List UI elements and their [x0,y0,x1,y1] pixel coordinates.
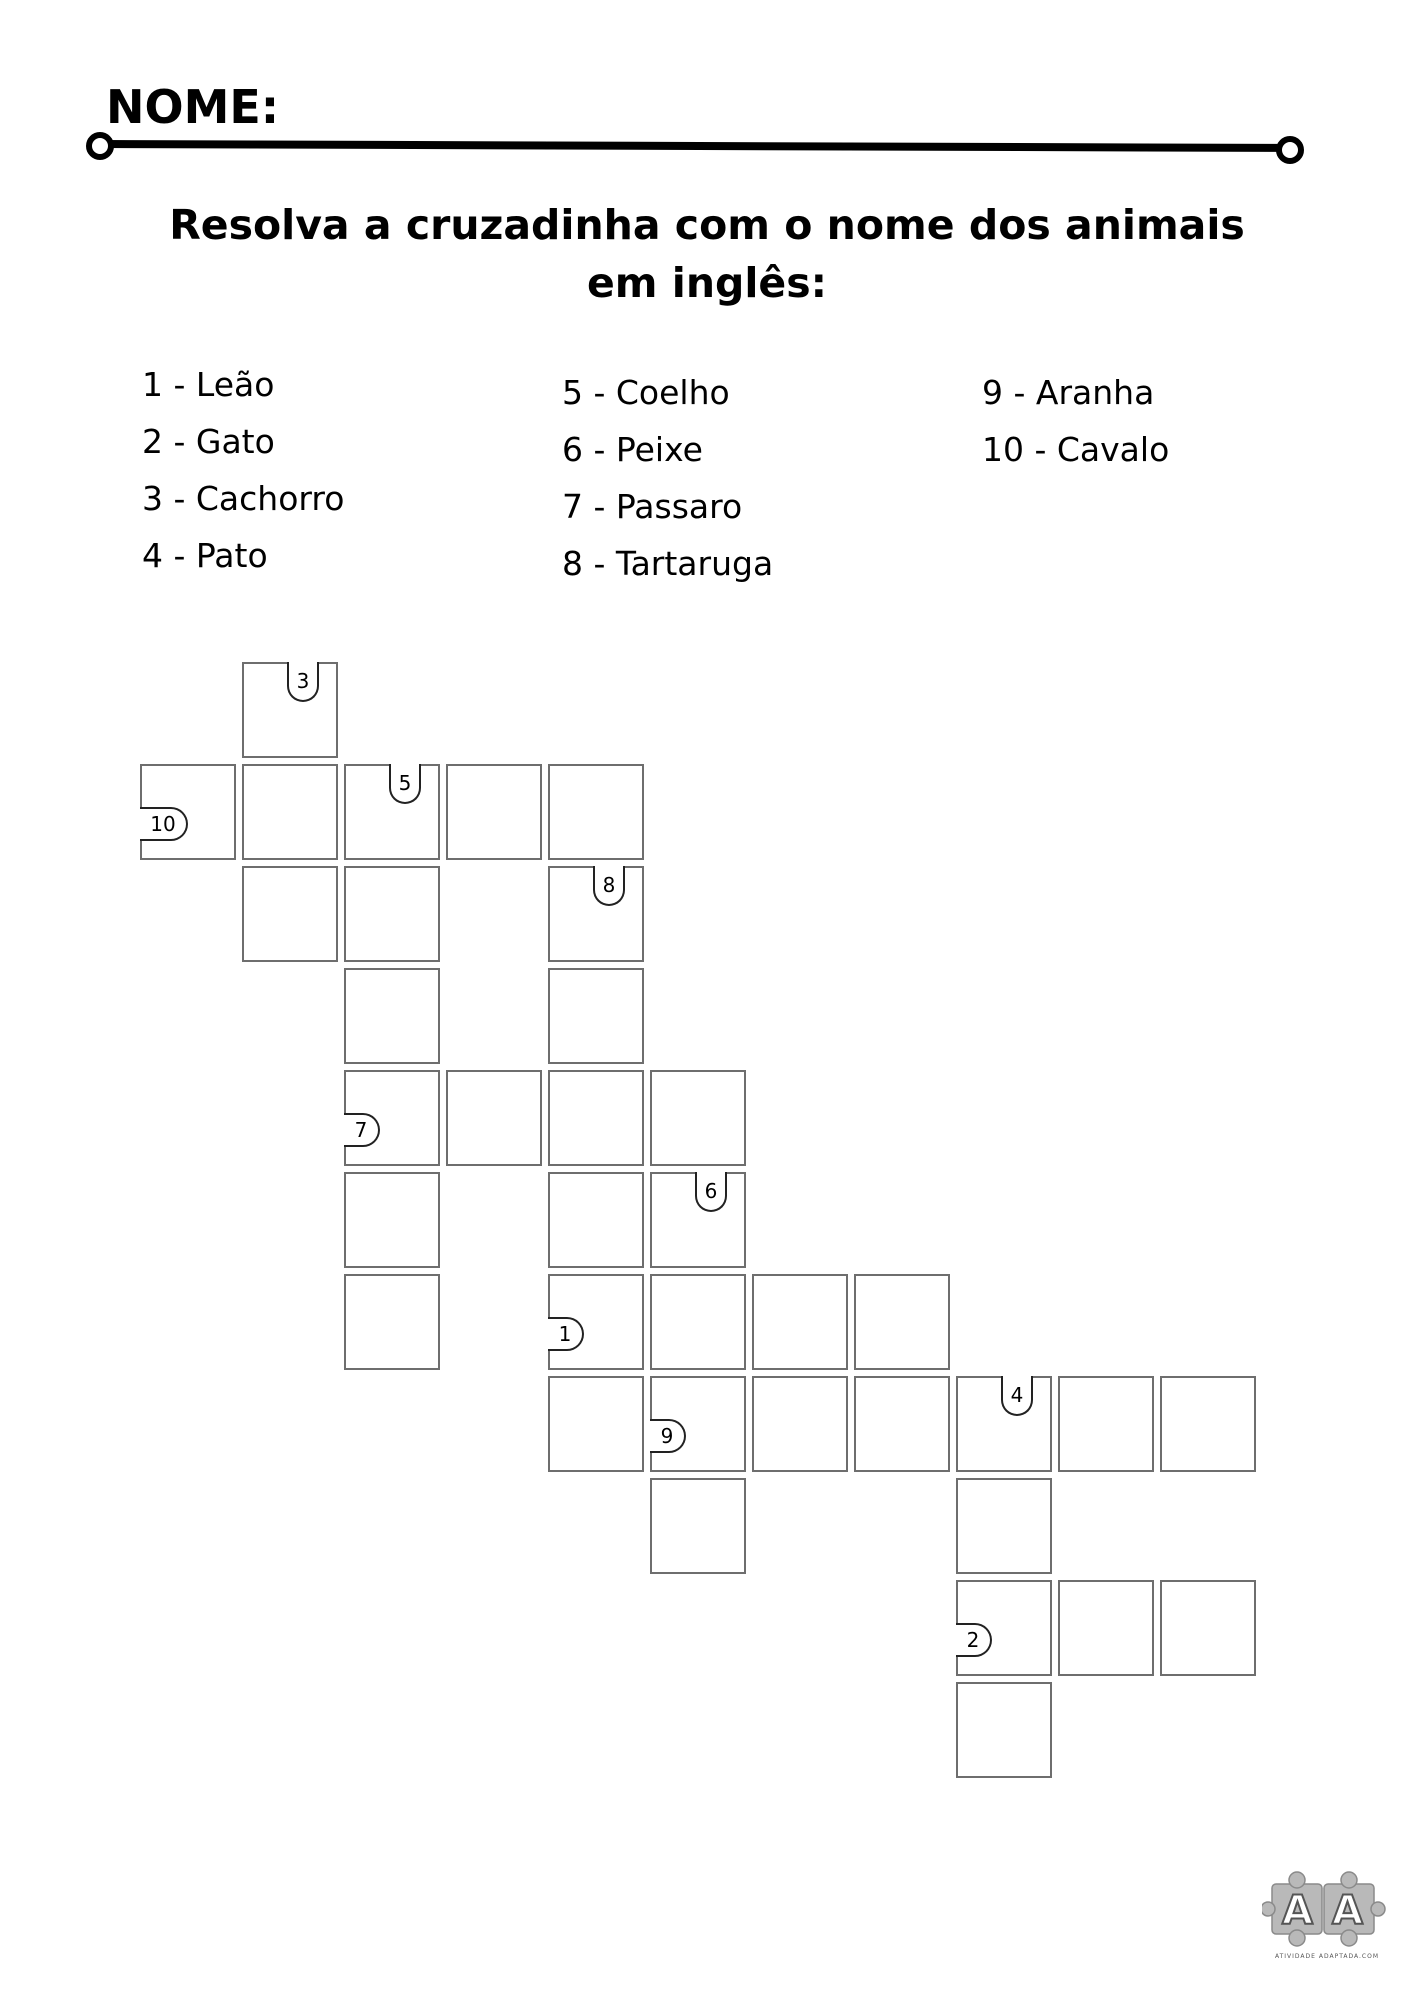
crossword-cell[interactable] [344,1070,440,1166]
crossword-cell[interactable] [752,1274,848,1370]
svg-text:ATIVIDADE ADAPTADA.COM: ATIVIDADE ADAPTADA.COM [1274,1953,1380,1960]
clue-6: 6 - Peixe [562,430,703,469]
clue-number-2: 2 [956,1623,992,1657]
crossword-cell[interactable] [446,764,542,860]
crossword-cell[interactable] [1160,1580,1256,1676]
crossword-cell[interactable] [242,866,338,962]
crossword-cell[interactable] [344,1274,440,1370]
crossword-cell[interactable] [548,866,644,962]
clue-9: 9 - Aranha [982,373,1155,412]
clue-number-4: 4 [1001,1376,1033,1416]
crossword-cell[interactable] [1160,1376,1256,1472]
clue-1: 1 - Leão [142,365,275,404]
crossword-cell[interactable] [140,764,236,860]
name-line-end-dot [1276,136,1304,164]
crossword-cell[interactable] [956,1478,1052,1574]
crossword-cell[interactable] [1058,1580,1154,1676]
clue-10: 10 - Cavalo [982,430,1170,469]
crossword-cell[interactable] [1058,1376,1154,1472]
crossword-cell[interactable] [956,1376,1052,1472]
crossword-cell[interactable] [650,1070,746,1166]
clue-4: 4 - Pato [142,536,268,575]
instruction-heading: Resolva a cruzadinha com o nome dos animais em inglês: [169,201,1245,307]
clue-5: 5 - Coelho [562,373,730,412]
crossword-cell[interactable] [242,764,338,860]
clue-number-7: 7 [344,1113,380,1147]
crossword-cell[interactable] [344,1172,440,1268]
name-label: NOME: [106,80,280,134]
crossword-cell[interactable] [854,1274,950,1370]
crossword-cell[interactable] [956,1682,1052,1778]
svg-text:A: A [1332,1888,1363,1934]
crossword-cell[interactable] [548,1376,644,1472]
clue-number-10: 10 [140,807,188,841]
crossword-cell[interactable] [548,1274,644,1370]
crossword-cell[interactable] [446,1070,542,1166]
clue-3: 3 - Cachorro [142,479,345,518]
crossword-cell[interactable] [242,662,338,758]
svg-text:A: A [1282,1888,1313,1934]
crossword-cell[interactable] [650,1478,746,1574]
crossword-cell[interactable] [548,968,644,1064]
clue-number-3: 3 [287,662,319,702]
clue-number-5: 5 [389,764,421,804]
crossword-cell[interactable] [650,1274,746,1370]
name-line[interactable] [100,140,1291,152]
clue-2: 2 - Gato [142,422,275,461]
clue-number-9: 9 [650,1419,686,1453]
crossword-cell[interactable] [344,764,440,860]
crossword-cell[interactable] [650,1172,746,1268]
crossword-cell[interactable] [956,1580,1052,1676]
name-line-start-dot [86,132,114,160]
atividade-adaptada-logo [1262,1862,1392,1962]
clue-number-1: 1 [548,1317,584,1351]
clue-number-8: 8 [593,866,625,906]
crossword-cell[interactable] [650,1376,746,1472]
crossword-cell[interactable] [854,1376,950,1472]
crossword-cell[interactable] [548,764,644,860]
clue-number-6: 6 [695,1172,727,1212]
clue-8: 8 - Tartaruga [562,544,774,583]
crossword-cell[interactable] [344,866,440,962]
crossword-cell[interactable] [344,968,440,1064]
crossword-cell[interactable] [752,1376,848,1472]
clue-7: 7 - Passaro [562,487,743,526]
crossword-cell[interactable] [548,1172,644,1268]
crossword-cell[interactable] [548,1070,644,1166]
